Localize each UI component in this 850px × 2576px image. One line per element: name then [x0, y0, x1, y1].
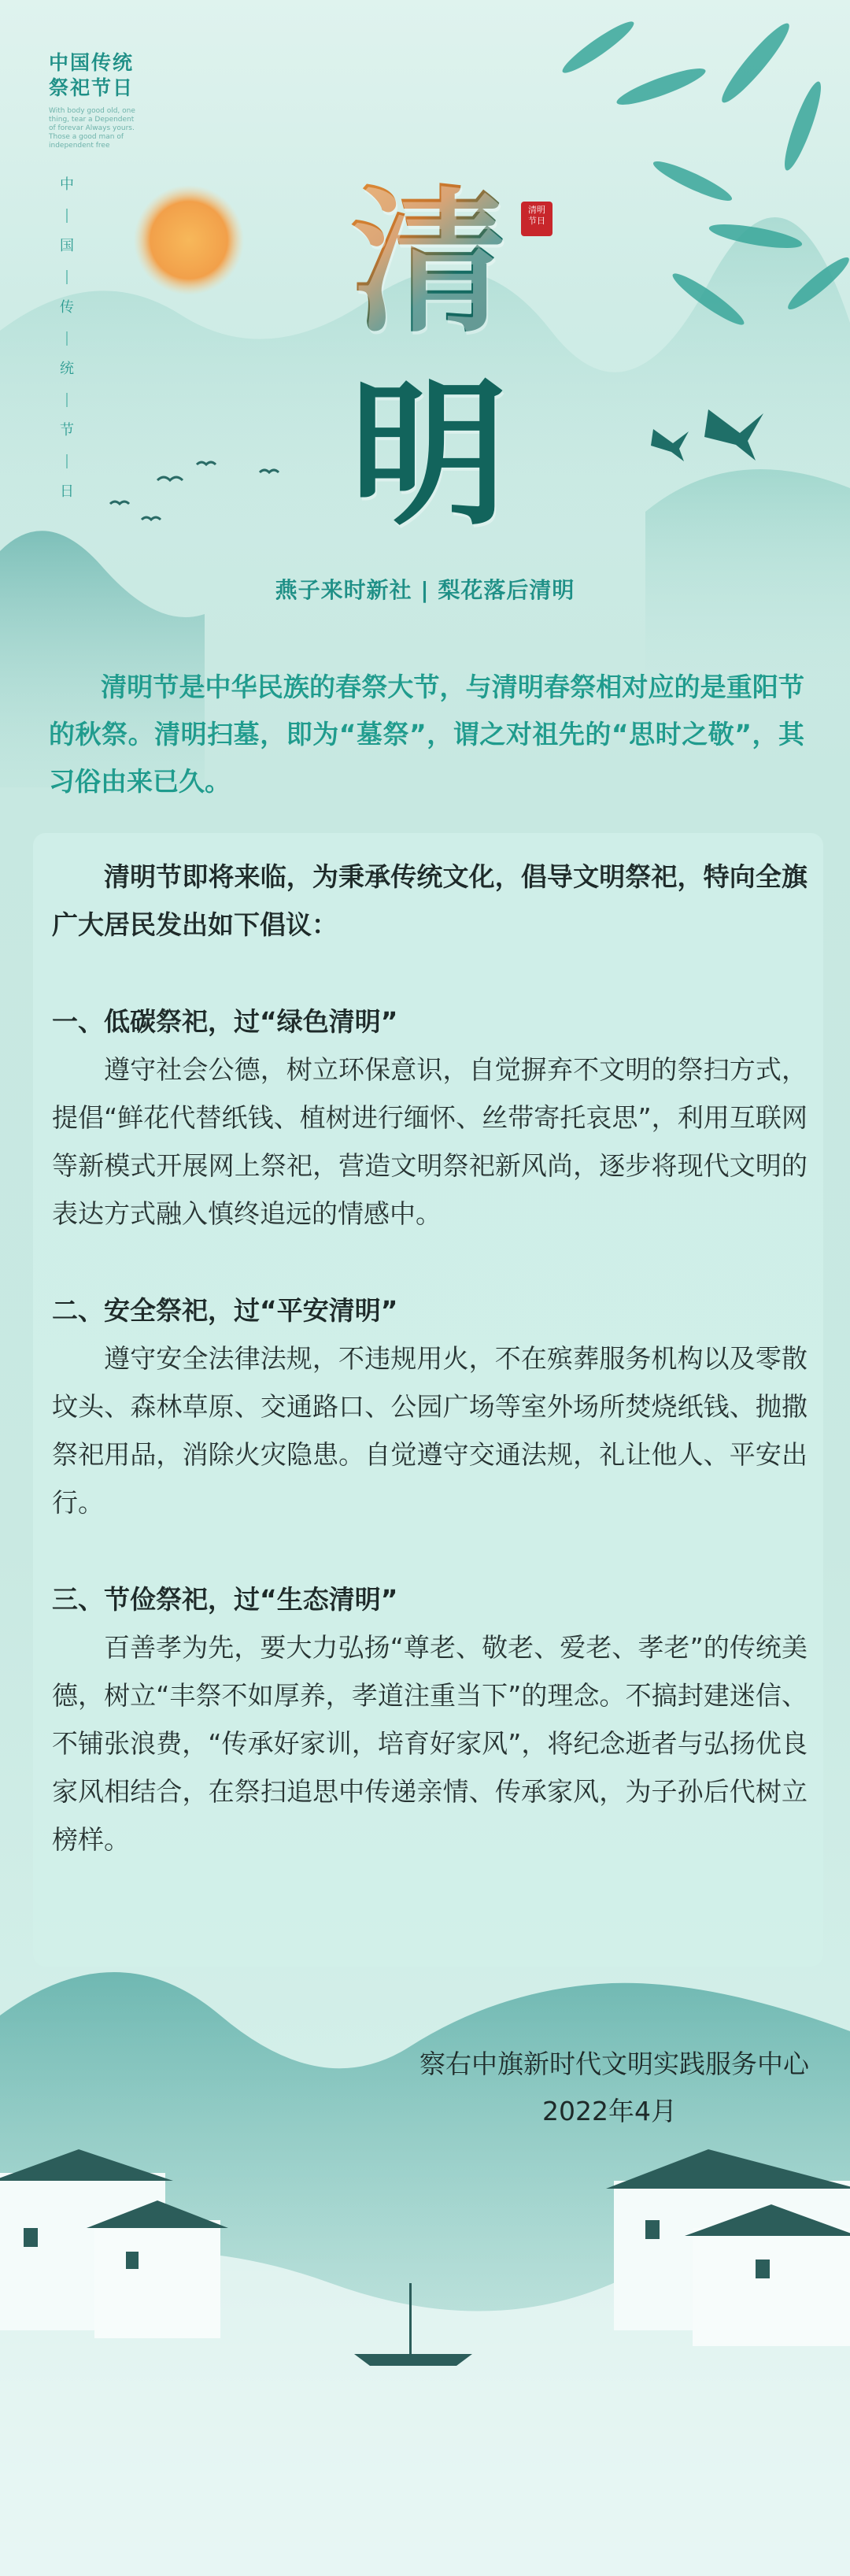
- brand-title-line1: 中国传统: [49, 51, 135, 74]
- section-body-3: 百善孝为先，要大力弘扬“尊老、敬老、爱老、孝老”的传统美德，树立“丰祭不如厚养，孝道注重当下”的理念。不搞封建迷信、不铺张浪费，“传承好家训，培育好家风”，将纪念逝者与弘扬优良家风相结合，在祭扫追思中传递亲情、传承家风，为子孙后代树立榜样。: [52, 1632, 808, 1855]
- vertical-text: [55, 161, 79, 516]
- title-char-ming: 明: [349, 362, 508, 547]
- slogan: 燕子来时新社 | 梨花落后清明: [275, 577, 575, 603]
- brand-block: [49, 50, 135, 150]
- vertical-char: 国: [60, 238, 74, 254]
- seal-line1: 清明: [528, 205, 545, 215]
- section-title-3: 三、节俭祭祀，过“生态清明”: [52, 1584, 398, 1615]
- proposal-content: [52, 853, 808, 1864]
- vertical-char: 中: [60, 176, 74, 193]
- signature-date: 2022年4月: [542, 2096, 677, 2126]
- sun-shape: [134, 185, 244, 295]
- intro-text: 清明节是中华民族的春祭大节，与清明春祭相对应的是重阳节的秋祭。清明扫墓，即为“墓祭”，谓之对祖先的“思时之敬”，其习俗由来已久。: [49, 672, 804, 797]
- section-body-2: 遵守安全法律法规，不违规用火，不在殡葬服务机构以及零散坟头、森林草原、交通路口、公园广场等室外场所焚烧纸钱、抛撒祭祀用品，消除火灾隐患。自觉遵守交通法规，礼让他人、平安出行。: [52, 1343, 808, 1518]
- section-body-1: 遵守社会公德，树立环保意识，自觉摒弃不文明的祭扫方式，提倡“鲜花代替纸钱、植树进行缅怀、丝带寄托哀思”，利用互联网等新模式开展网上祭祀，营造文明祭祀新风尚，逐步将现代文明的表达方式融入慎终追远的情感中。: [52, 1054, 808, 1229]
- title-char-qing: 清: [338, 165, 519, 358]
- houses-right: [606, 2149, 850, 2346]
- divider: [66, 331, 68, 346]
- vertical-char: 传: [60, 299, 74, 316]
- vertical-char: 统: [60, 361, 74, 377]
- brand-subtitle: With body good old, one thing, tear a Dependent of forevar Always yours. Those a good man of independent free: [49, 107, 135, 150]
- section-title-1: 一、低碳祭祀，过“绿色清明”: [52, 1006, 398, 1037]
- main-title: [338, 165, 519, 551]
- signature-org: 察右中旗新时代文明实践服务中心: [419, 2049, 809, 2079]
- seal-line2: 节日: [528, 216, 545, 226]
- intro-paragraph: [49, 664, 804, 805]
- divider: [66, 209, 68, 223]
- divider: [66, 270, 68, 284]
- section-title-2: 二、安全祭祀，过“平安清明”: [52, 1295, 398, 1326]
- lead-paragraph: 清明节即将来临，为秉承传统文化，倡导文明祭祀，特向全旗广大居民发出如下倡议：: [52, 861, 808, 940]
- signature-block: [419, 2041, 809, 2135]
- divider: [66, 454, 68, 468]
- brand-title-line2: 祭祀节日: [49, 76, 135, 99]
- divider: [66, 393, 68, 407]
- vertical-char: 日: [60, 483, 74, 500]
- seal-stamp: [521, 202, 552, 236]
- vertical-char: 节: [60, 422, 74, 439]
